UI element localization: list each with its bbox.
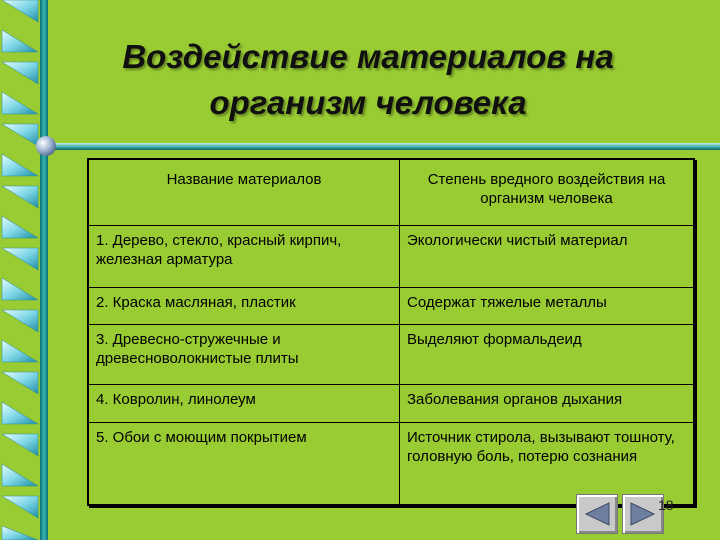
header-material: Название материалов [88, 159, 400, 225]
effect-cell: Заболевания органов дыхания [400, 385, 695, 422]
table-row [88, 385, 694, 422]
triangle-left-icon [583, 501, 611, 527]
page-number: 18 [658, 497, 674, 513]
header-harm-degree: Степень вредного воздействия на организм человека [400, 159, 695, 225]
effect-cell: Выделяют формальдеид [400, 325, 695, 385]
material-cell: 3. Древесно-стружечные и древесноволокнистые плиты [88, 325, 400, 385]
effect-cell: Экологически чистый материал [400, 225, 695, 287]
binder-decoration [0, 0, 58, 540]
triangle-right-icon [629, 501, 657, 527]
table-row [88, 225, 694, 287]
material-cell: 5. Обои с моющим покрытием [88, 422, 400, 505]
effect-cell: Источник стирола, вызывают тошноту, головную боль, потерю сознания [400, 422, 695, 505]
table-header-row [88, 159, 694, 225]
slide-title: Воздействие материалов на организм человека [122, 38, 614, 121]
material-cell: 2. Краска масляная, пластик [88, 287, 400, 324]
table-row [88, 287, 694, 324]
binder-spine [40, 0, 48, 540]
underline-knob [36, 136, 56, 156]
materials-table [87, 158, 695, 506]
effect-cell: Содержат тяжелые металлы [400, 287, 695, 324]
prev-slide-button[interactable] [576, 494, 618, 534]
title-underline [44, 143, 720, 150]
material-cell: 4. Ковролин, линолеум [88, 385, 400, 422]
material-cell: 1. Дерево, стекло, красный кирпич, железная арматура [88, 225, 400, 287]
table-row [88, 325, 694, 385]
table-row [88, 422, 694, 505]
